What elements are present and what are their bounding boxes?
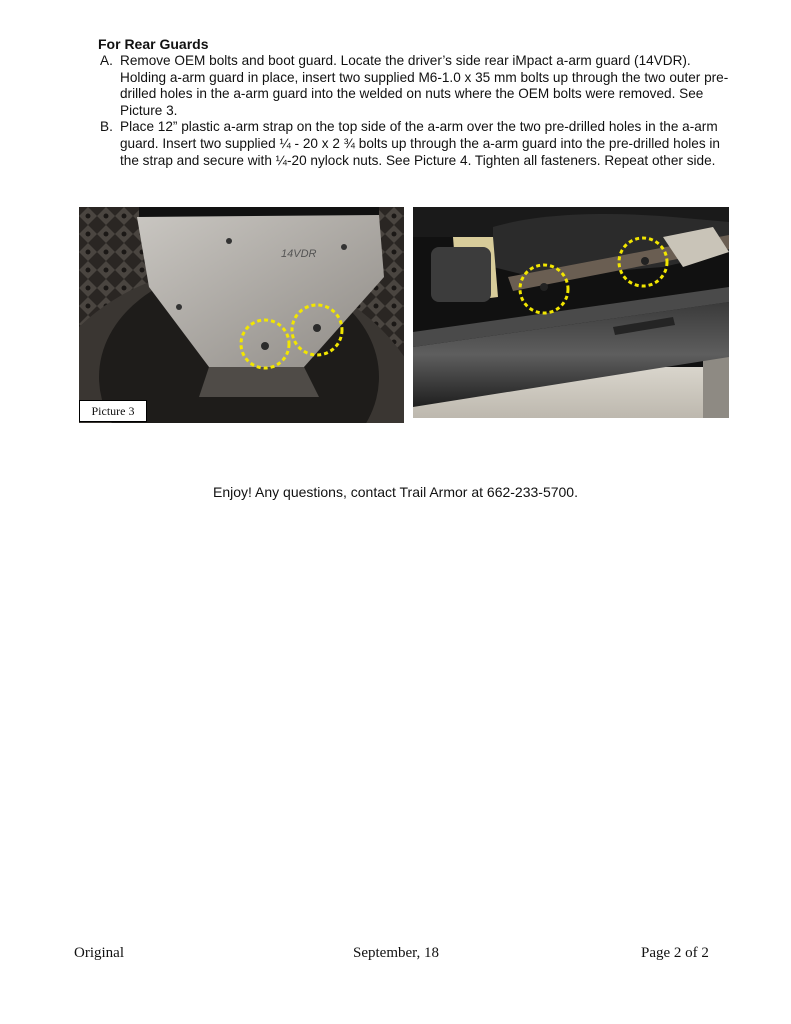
section-heading: For Rear Guards (98, 36, 209, 52)
step-a-text: Remove OEM bolts and boot guard. Locate the driver’s side rear iMpact a-arm guard (14VDR). Holding a-arm guard in place, insert two supplied M6-1.0 x 35 mm bolts up through the two outer pre-drilled holes in the a-arm guard into the welded on nuts where the OEM bolts were removed. See Picture 3. (120, 53, 729, 118)
step-a (98, 53, 738, 119)
closing-line: Enjoy! Any questions, contact Trail Armor at 662-233-5700. (213, 484, 578, 500)
picture-3-photo (79, 207, 404, 423)
step-b (98, 119, 738, 169)
step-b-marker: B. (100, 119, 113, 135)
footer-center: September, 18 (353, 945, 440, 961)
guard-stamp: 14VDR (281, 248, 317, 260)
footer-left: Original (74, 945, 124, 961)
step-a-marker: A. (100, 53, 113, 68)
step-b-text: Place 12” plastic a-arm strap on the top side of the a-arm over the two pre-drilled holes in the a-arm guard. Insert two supplied ¼ - 20 x 2 ¾ bolts up through the a-arm guard into the pre-drilled holes in the strap and secure with ¼-20 nylock nuts. See Picture 4. Tighten all fasteners. Repeat other side. (120, 119, 720, 168)
footer-right: Page 2 of 2 (641, 945, 709, 961)
instruction-steps (98, 53, 738, 169)
picture-3-caption: Picture 3 (79, 400, 147, 422)
picture-4-photo (413, 207, 729, 418)
